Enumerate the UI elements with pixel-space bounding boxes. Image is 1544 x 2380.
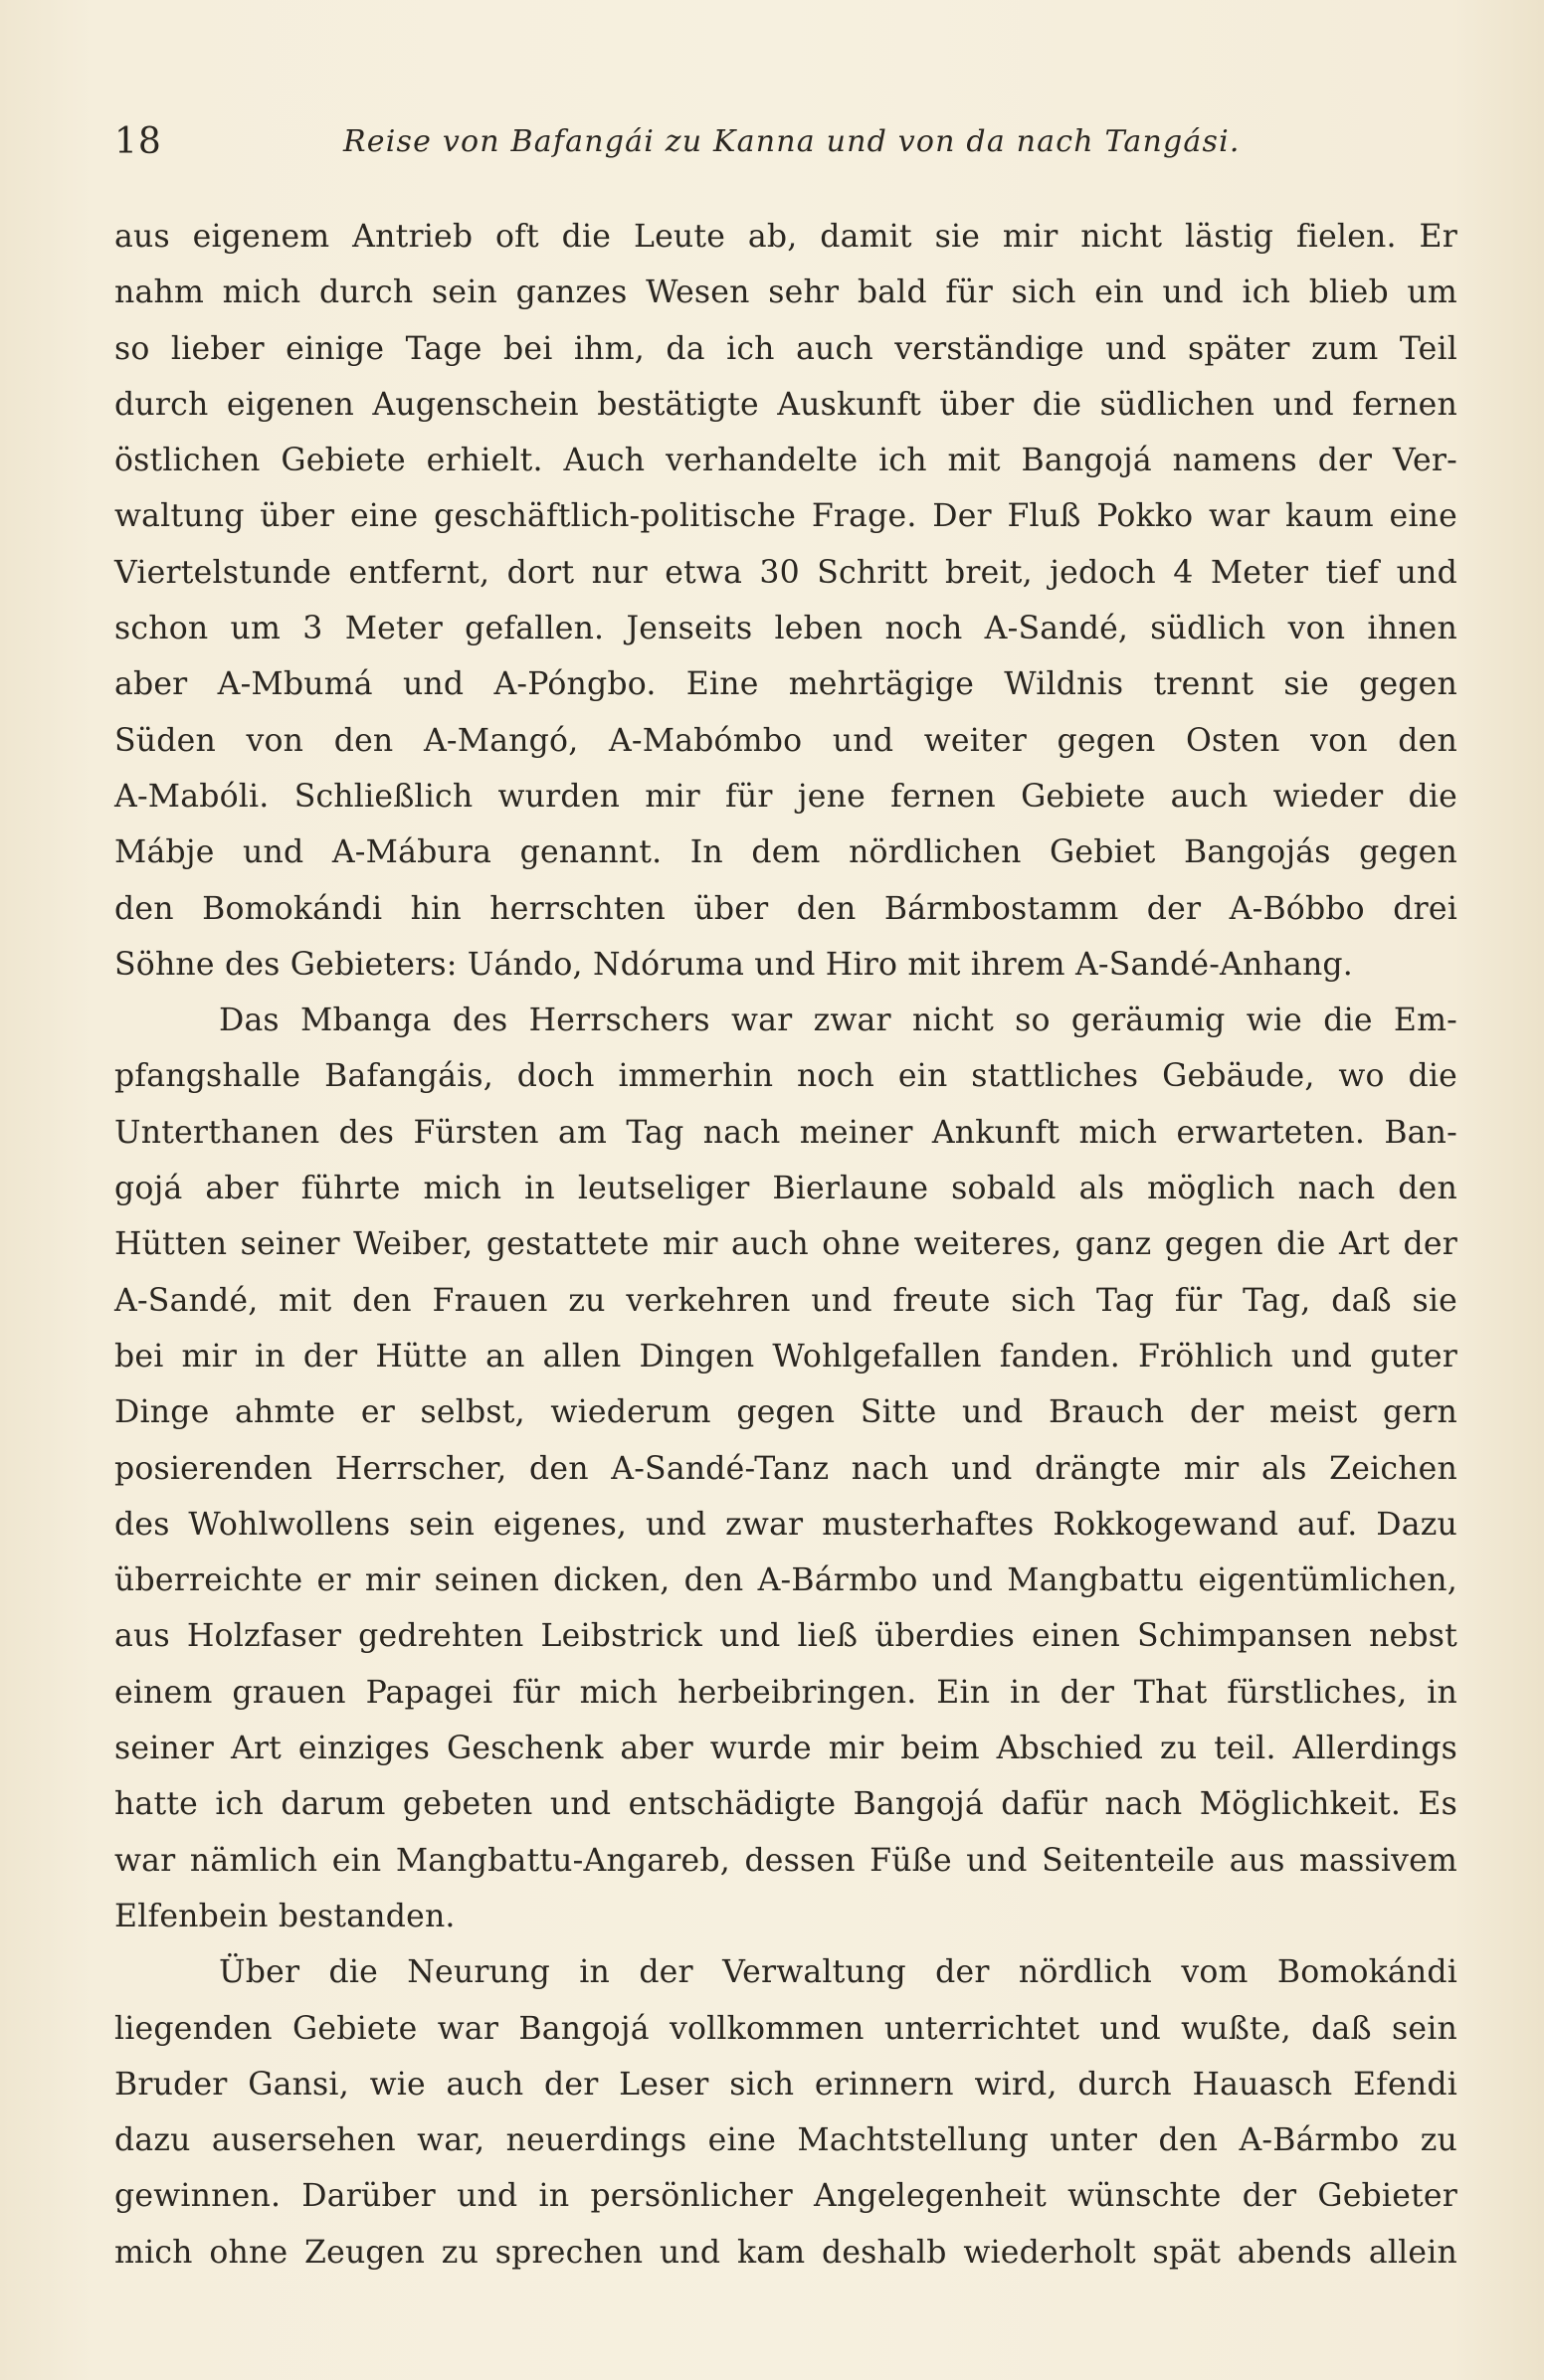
text-line: Dinge ahmte er selbst, wiederum gegen Sitte und Brauch der meist gern xyxy=(114,1394,1457,1431)
text-line: dazu ausersehen war, neuerdings eine Machtstellung unter den A-Bármbo zu xyxy=(114,2122,1457,2159)
text-line: bei mir in der Hütte an allen Dingen Wohlgefallen fanden. Fröhlich und guter xyxy=(114,1338,1457,1374)
text-line: einem grauen Papagei für mich herbeibringen. Ein in der That fürstliches, in xyxy=(114,1674,1457,1711)
text-line: aus Holzfaser gedrehten Leibstrick und ließ überdies einen Schimpansen nebst xyxy=(114,1618,1457,1655)
text-line: posierenden Herrscher, den A-Sandé-Tanz nach und drängte mir als Zeichen xyxy=(114,1450,1457,1487)
text-line: gojá aber führte mich in leutseliger Bierlaune sobald als möglich nach den xyxy=(114,1171,1457,1207)
body-text xyxy=(114,209,1457,2281)
text-line: liegenden Gebiete war Bangojá vollkommen unterrichtet und wußte, daß sein xyxy=(114,2010,1457,2047)
text-line: waltung über eine geschäftlich-politische Frage. Der Fluß Pokko war kaum eine xyxy=(114,498,1457,535)
text-line: hatte ich darum gebeten und entschädigte Bangojá dafür nach Möglichkeit. Es xyxy=(114,1786,1457,1823)
text-line: aus eigenem Antrieb oft die Leute ab, damit sie mir nicht lästig fielen. Er xyxy=(114,219,1457,255)
text-line: Unterthanen des Fürsten am Tag nach meiner Ankunft mich erwarteten. Ban- xyxy=(114,1114,1457,1151)
text-line: war nämlich ein Mangbattu-Angareb, dessen Füße und Seitenteile aus massivem xyxy=(114,1842,1457,1879)
text-line: A-Sandé, mit den Frauen zu verkehren und freute sich Tag für Tag, daß sie xyxy=(114,1282,1457,1319)
text-line: A-Mabóli. Schließlich wurden mir für jene fernen Gebiete auch wieder die xyxy=(114,778,1457,815)
text-line: aber A-Mbumá und A-Póngbo. Eine mehrtägige Wildnis trennt sie gegen xyxy=(114,666,1457,703)
text-line: seiner Art einziges Geschenk aber wurde mir beim Abschied zu teil. Allerdings xyxy=(114,1731,1457,1767)
text-line: Viertelstunde entfernt, dort nur etwa 30 Schritt breit, jedoch 4 Meter tief und xyxy=(114,554,1457,591)
text-line: durch eigenen Augenschein bestätigte Auskunft über die südlichen und fernen xyxy=(114,386,1457,423)
page-number: 18 xyxy=(114,121,162,162)
text-line: mich ohne Zeugen zu sprechen und kam deshalb wiederholt spät abends allein xyxy=(114,2234,1457,2271)
text-line: Süden von den A-Mangó, A-Mabómbo und weiter gegen Osten von den xyxy=(114,722,1457,759)
paragraph xyxy=(114,209,1457,993)
text-line: den Bomokándi hin herrschten über den Bármbostamm der A-Bóbbo drei xyxy=(114,890,1457,927)
text-line: schon um 3 Meter gefallen. Jenseits leben noch A-Sandé, südlich von ihnen xyxy=(114,611,1457,647)
text-line: östlichen Gebiete erhielt. Auch verhandelte ich mit Bangojá namens der Ver- xyxy=(114,443,1457,479)
text-line: nahm mich durch sein ganzes Wesen sehr bald für sich ein und ich blieb um xyxy=(114,275,1457,311)
paragraph xyxy=(114,993,1457,1944)
running-title: Reise von Bafangái zu Kanna und von da nach Tangási. xyxy=(343,124,1241,159)
text-line: pfangshalle Bafangáis, doch immerhin noch ein stattliches Gebäude, wo die xyxy=(114,1058,1457,1095)
text-line: des Wohlwollens sein eigenes, und zwar musterhaftes Rokkogewand auf. Dazu xyxy=(114,1506,1457,1543)
text-line: überreichte er mir seinen dicken, den A-Bármbo und Mangbattu eigentümlichen, xyxy=(114,1562,1457,1599)
page-header xyxy=(114,117,1457,167)
text-line: Über die Neurung in der Verwaltung der nördlich vom Bomokándi xyxy=(219,1954,1457,1991)
text-line: Das Mbanga des Herrschers war zwar nicht so geräumig wie die Em- xyxy=(219,1003,1457,1039)
paragraph xyxy=(114,1944,1457,2281)
text-line: so lieber einige Tage bei ihm, da ich auch verständige und später zum Teil xyxy=(114,330,1457,367)
text-line: gewinnen. Darüber und in persönlicher Angelegenheit wünschte der Gebieter xyxy=(114,2178,1457,2215)
text-line: Mábje und A-Mábura genannt. In dem nördlichen Gebiet Bangojás gegen xyxy=(114,834,1457,871)
text-line: Bruder Gansi, wie auch der Leser sich erinnern wird, durch Hauasch Efendi xyxy=(114,2066,1457,2103)
text-line: Hütten seiner Weiber, gestattete mir auch ohne weiteres, ganz gegen die Art der xyxy=(114,1226,1457,1263)
text-line: Elfenbein bestanden. xyxy=(114,1898,456,1934)
text-line: Söhne des Gebieters: Uándo, Ndóruma und Hiro mit ihrem A-Sandé-Anhang. xyxy=(114,946,1354,983)
